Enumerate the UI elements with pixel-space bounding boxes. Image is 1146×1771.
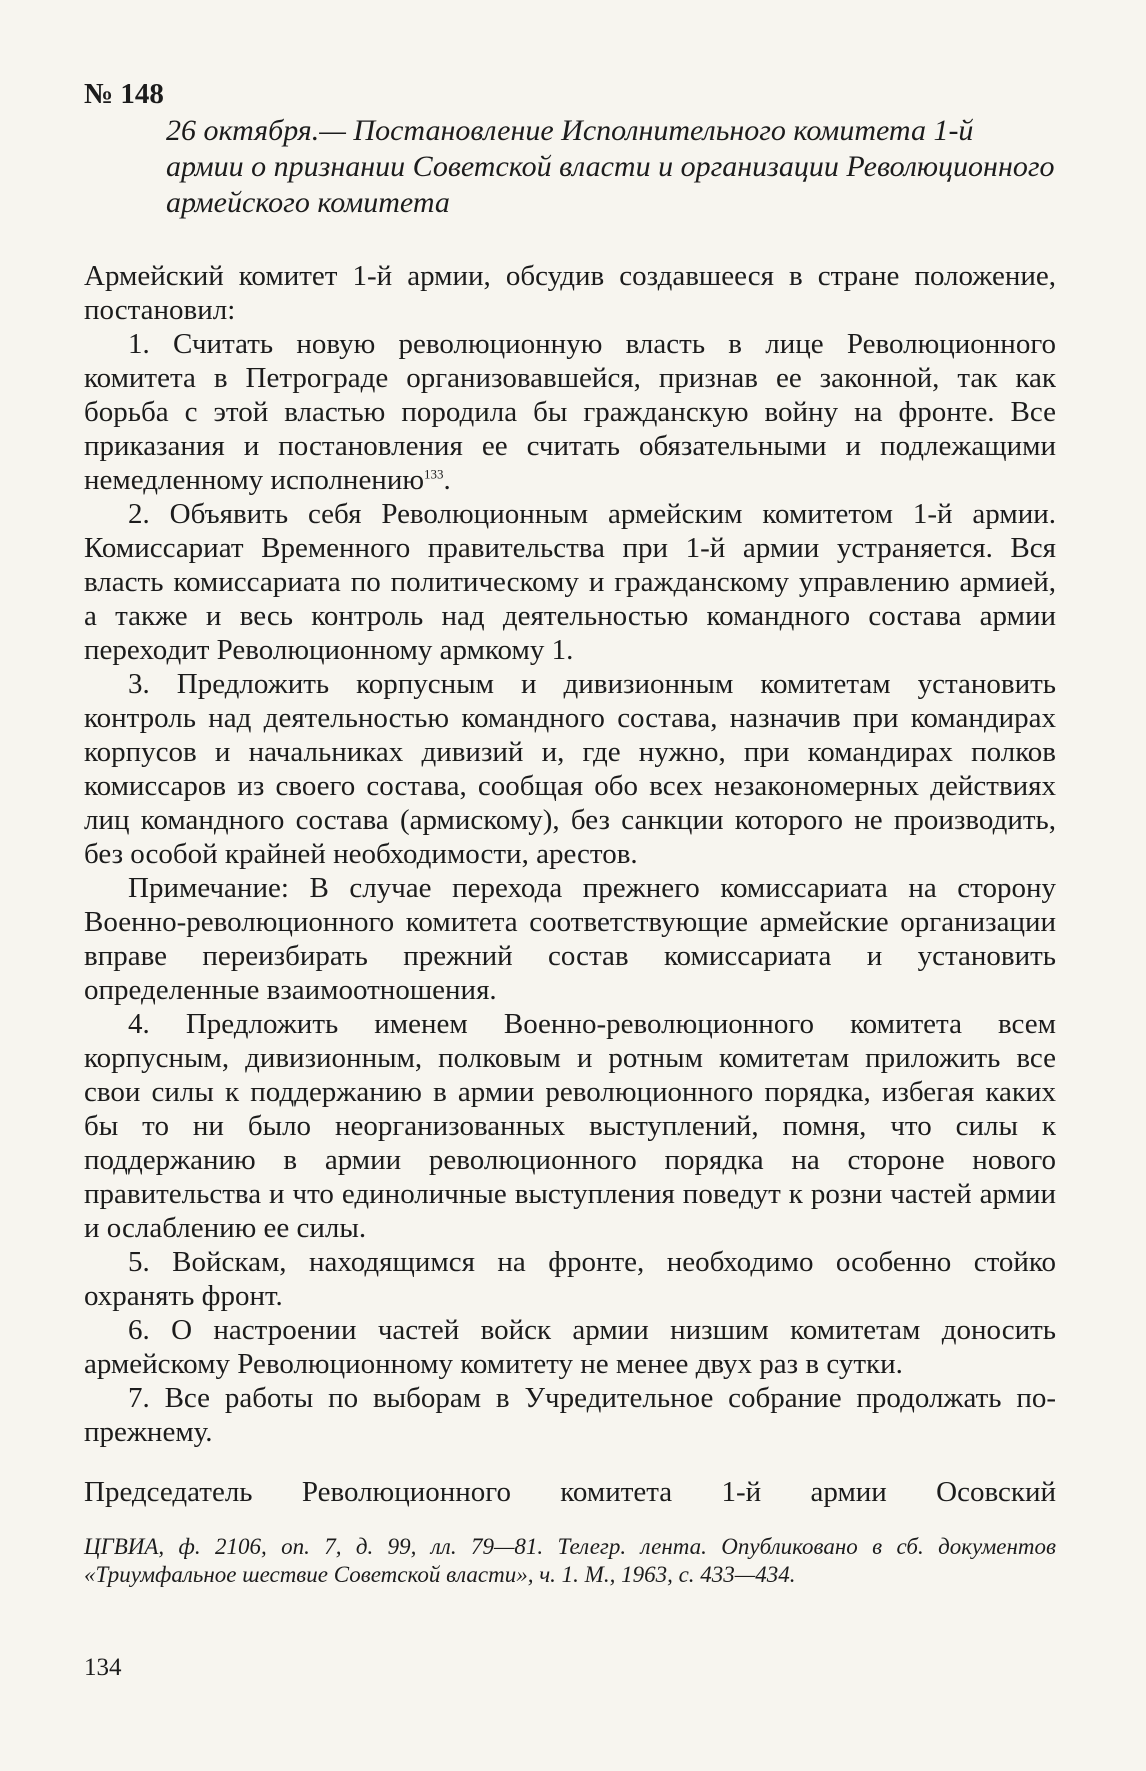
point-6-paragraph: 6. О настроении частей войск армии низшим комитетам доносить армейскому Революционному комитету не менее двух раз в сутки. bbox=[84, 1314, 1056, 1380]
point-5-paragraph: 5. Войскам, находящимся на фронте, необходимо особенно стойко охранять фронт. bbox=[84, 1246, 1056, 1312]
footnote-marker[interactable]: 133 bbox=[424, 466, 444, 482]
document-number: № 148 bbox=[84, 78, 164, 110]
document-body bbox=[84, 259, 1056, 1449]
point-2-paragraph: 2. Объявить себя Революционным армейским комитетом 1-й армии. Комиссариат Временного правительства при 1-й армии устраняется. Вся власть комиссариата по политическому и гражданскому управлению армией, а также и весь контроль над деятельностью командного состава армии переходит Революционному армкому 1. bbox=[84, 498, 1056, 666]
point-7-paragraph: 7. Все работы по выборам в Учредительное собрание продолжать по-прежнему. bbox=[84, 1382, 1056, 1448]
archival-source: ЦГВИА, ф. 2106, оп. 7, д. 99, лл. 79—81. Телегр. лента. Опубликовано в сб. документов «Триумфальное шествие Советской власти», ч. 1. М., 1963, с. 433—434. bbox=[84, 1534, 1056, 1587]
page-number: 134 bbox=[84, 1654, 122, 1681]
point-1-paragraph: 1. Считать новую революционную власть в лице Революционного комитета в Петрограде организовавшейся, признав ее законной, так как борьба с этой властью породила бы гражданскую войну на фронте. Все приказания и постановления ее считать обязательными и подлежащими немедленному исполнению$^{133}$. bbox=[84, 328, 1056, 496]
point-3-paragraph: 3. Предложить корпусным и дивизионным комитетам установить контроль над деятельностью командного состава, назначив при командирах корпусов и начальниках дивизий и, где нужно, при командирах полков комиссаров из своего состава, сообщая обо всех незакономерных действиях лиц командного состава (армискому), без санкции которого не производить, без особой крайней необходимости, арестов. bbox=[84, 668, 1056, 870]
document-heading: 26 октября.— Постановление Исполнительного комитета 1-й армии о признании Советской власти и организации Революционного армейского комитета bbox=[166, 114, 1055, 219]
intro-paragraph: Армейский комитет 1-й армии, обсудив создавшееся в стране положение, постановил: bbox=[84, 260, 1056, 326]
point-1-text: 1. Считать новую революционную власть в лице Революционного комитета в Петрограде организовавшейся, признав ее законной, так как борьба с этой властью породила бы гражданскую войну на фронте. Все приказания и постановления ее считать обязательными и подлежащими немедленному исполнению bbox=[84, 328, 1056, 496]
point-4-paragraph: 4. Предложить именем Военно-революционного комитета всем корпусным, дивизионным, полковым и ротным комитетам приложить все свои силы к поддержанию в армии революционного порядка, избегая каких бы то ни было неорганизованных выступлений, помня, что силы к поддержанию в армии революционного порядка на стороне нового правительства и что единоличные выступления поведут к розни частей армии и ослаблению ее силы. bbox=[84, 1008, 1056, 1244]
signature-line: Председатель Революционного комитета 1-й армии Осовский bbox=[84, 1476, 1056, 1508]
note-paragraph: Примечание: В случае перехода прежнего комиссариата на сторону Военно-революционного комитета соответствующие армейские организации вправе переизбирать прежний состав комиссариата и установить определенные взаимоотношения. bbox=[84, 872, 1056, 1006]
